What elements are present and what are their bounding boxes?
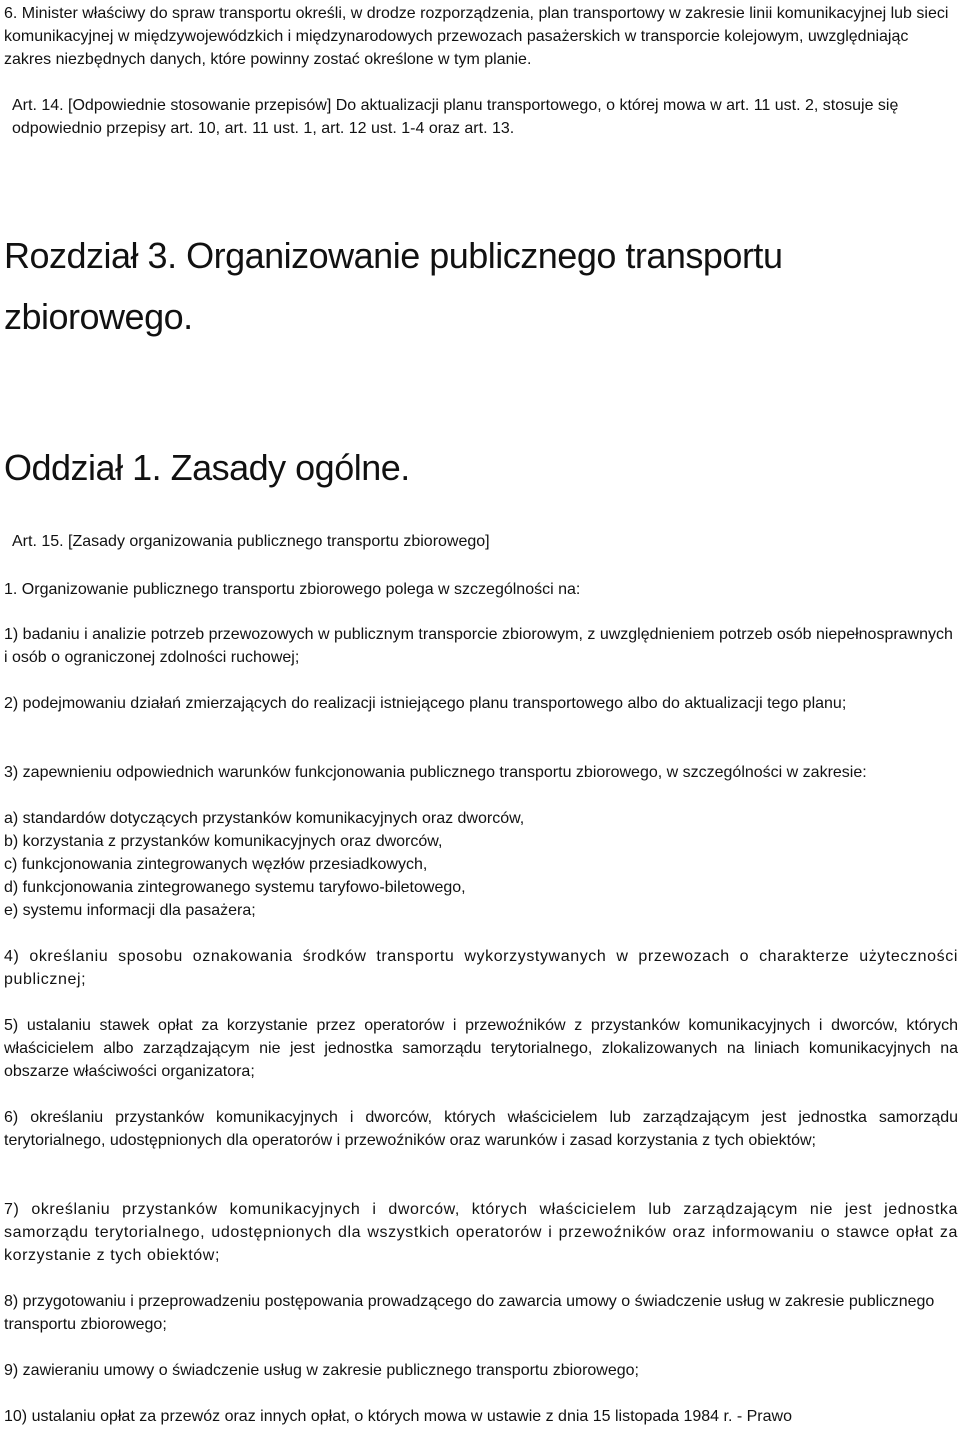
sub-item-c: c) funkcjonowania zintegrowanych węzłów przesiadkowych, [4,856,428,873]
list-item-2: 2) podejmowaniu działań zmierzających do realizacji istniejącego planu transportowego albo do aktualizacji tego planu; [4,695,847,712]
article-15-intro: 1. Organizowanie publicznego transportu zbiorowego polega w szczególności na: [4,581,581,598]
list-item-7: 7) określaniu przystanków komunikacyjnych i dworców, których właścicielem lub zarządzającym nie jest jednostka samorządu terytorialnego, udostępnionych dla wszystkich operatorów i przewoźników oraz informowaniu o stawce opłat za korzystanie z tych obiektów; [4,1201,958,1264]
list-item-3: 3) zapewnieniu odpowiednich warunków funkcjonowania publicznego transportu zbiorowego, w szczególności w zakresie: [4,764,867,781]
sub-item-b: b) korzystania z przystanków komunikacyjnych oraz dworców, [4,833,443,850]
paragraph-6: 6. Minister właściwy do spraw transportu określi, w drodze rozporządzenia, plan transportowy w zakresie linii komunikacyjnej lub sieci komunikacyjnej w międzywojewódzkich i międzynarodowych przewozach pasażerskich w transporcie kolejowym, uwzględniając zakres niezbędnych danych, które powinny zostać określone w tym planie. [4,5,949,68]
section-heading: Oddział 1. Zasady ogólne. [4,447,410,488]
article-15-title: Art. 15. [Zasady organizowania publicznego transportu zbiorowego] [12,533,490,550]
sub-item-a: a) standardów dotyczących przystanków komunikacyjnych oraz dworców, [4,810,525,827]
article-14: Art. 14. [Odpowiednie stosowanie przepisów] Do aktualizacji planu transportowego, o której mowa w art. 11 ust. 2, stosuje się odpowiednio przepisy art. 10, art. 11 ust. 1, art. 12 ust. 1-4 oraz art. 13. [12,97,899,137]
list-item-8: 8) przygotowaniu i przeprowadzeniu postępowania prowadzącego do zawarcia umowy o świadczenie usług w zakresie publicznego transportu zbiorowego; [4,1293,935,1333]
list-item-4: 4) określaniu sposobu oznakowania środków transportu wykorzystywanych w przewozach o charakterze użyteczności publicznej; [4,948,958,988]
list-item-9: 9) zawieraniu umowy o świadczenie usług w zakresie publicznego transportu zbiorowego; [4,1362,639,1379]
chapter-heading-line2: zbiorowego. [4,296,193,337]
sub-item-d: d) funkcjonowania zintegrowanego systemu taryfowo-biletowego, [4,879,466,896]
list-item-10: 10) ustalaniu opłat za przewóz oraz innych opłat, o których mowa w ustawie z dnia 15 listopada 1984 r. - Prawo [4,1408,792,1425]
chapter-heading-line1: Rozdział 3. Organizowanie publicznego transportu [4,235,783,276]
list-item-1: 1) badaniu i analizie potrzeb przewozowych w publicznym transporcie zbiorowym, z uwzględnieniem potrzeb osób niepełnosprawnych i osób o ograniczonej zdolności ruchowej; [4,626,953,666]
list-item-6: 6) określaniu przystanków komunikacyjnych i dworców, których właścicielem lub zarządzającym jest jednostka samorządu terytorialnego, udostępnionych dla operatorów i przewoźników oraz warunków i zasad korzystania z tych obiektów; [4,1109,958,1149]
sub-item-e: e) systemu informacji dla pasażera; [4,902,256,919]
list-item-5: 5) ustalaniu stawek opłat za korzystanie przez operatorów i przewoźników z przystanków komunikacyjnych i dworców, których właścicielem albo zarządzającym nie jest jednostka samorządu terytorialnego, zlokalizowanych na liniach komunikacyjnych na obszarze właściwości organizatora; [4,1017,958,1080]
